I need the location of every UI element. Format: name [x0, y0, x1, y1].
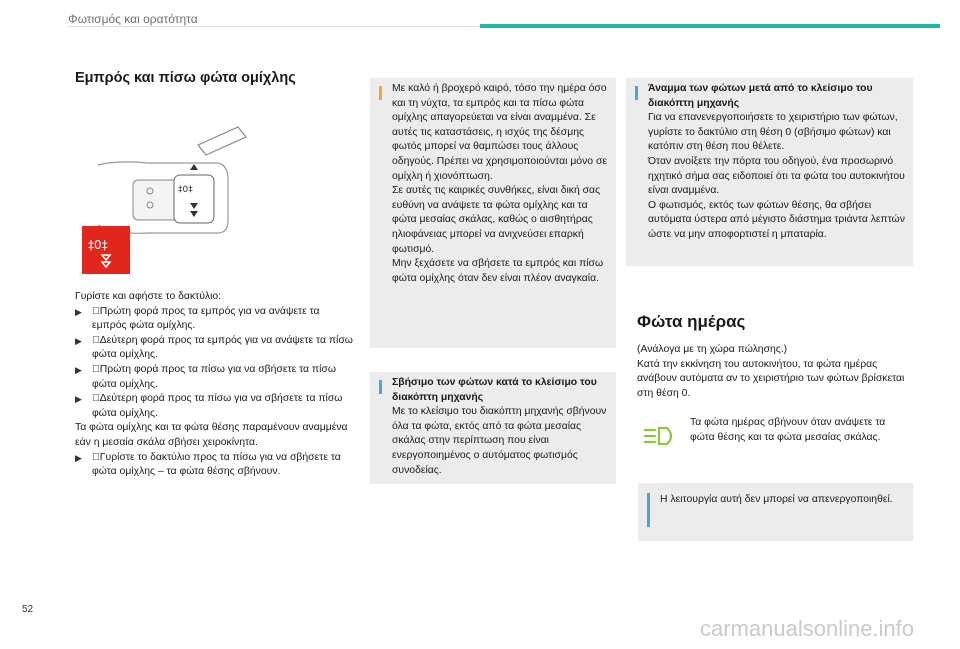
warning-text: Μην ξεχάσετε να σβήσετε τα εμπρός και πίσω φώτα ομίχλης όταν δεν είναι πλέον αναγκαία. — [392, 258, 604, 284]
fog-warning-box — [370, 78, 616, 348]
instruction-item: ▶ Δεύτερη φορά προς τα πίσω για να σβήσετε τα πίσω φώτα ομίχλης. — [75, 393, 343, 419]
info-stripe — [635, 86, 638, 100]
info-text: Ο φωτισμός, εκτός των φώτων θέσης, θα σβήσει αυτόματα ύστερα από μέγιστο διάστημα τριάντα λεπτών ώστε να μην αποφορτιστεί η μπαταρία. — [648, 199, 905, 240]
lights-on-info-box — [626, 78, 913, 266]
info-text: Για να επανενεργοποιήσετε το χειριστήριο των φώτων, γυρίστε το δακτύλιο στη θέση 0 (σβήσιμο φώτων) και κατόπιν στη θέση που θέλετε. — [648, 112, 898, 153]
instruction-item: ▶ Γυρίστε το δακτύλιο προς τα πίσω για να σβήσετε τα φώτα ομίχλης – τα φώτα θέσης σβήνουν. — [75, 451, 341, 478]
page-header-title: Φωτισμός και ορατότητα — [68, 12, 198, 26]
header-accent-bar — [480, 24, 940, 28]
instruction-item: ▶ Πρώτη φορά προς τα εμπρός για να ανάψετε τα εμπρός φώτα ομίχλης. — [75, 305, 320, 332]
lights-off-info-box — [370, 372, 616, 484]
instruction-item: ▶ Δεύτερη φορά προς τα εμπρός για να ανάψετε τα πίσω φώτα ομίχλης. — [75, 334, 353, 361]
info-text: Με το κλείσιμο του διακόπτη μηχανής σβήνουν όλα τα φώτα, εκτός από τα φώτα μεσαίας σκάλας στην περίπτωση που είναι ενεργοποιημένος ο αυτόματος φωτισμός συνοδείας. — [392, 406, 607, 476]
info-title: Σβήσιμο των φώτων κατά το κλείσιμο του διακόπτη μηχανής — [392, 377, 597, 403]
svg-text:‡0‡: ‡0‡ — [88, 238, 108, 252]
section-title: Εμπρός και πίσω φώτα ομίχλης — [75, 70, 296, 86]
warning-text: Σε αυτές τις καιρικές συνθήκες, είναι δική σας ευθύνη να ανάψετε τα φώτα ομίχλης και τα φώτα μεσαίας σκάλας, καθώς ο αισθητήρας ηλιοφάνειας μπορεί να ανιχνεύσει επαρκή φωτισμό. — [392, 185, 601, 255]
page-number: 52 — [22, 604, 34, 615]
header-divider — [68, 26, 480, 27]
instruction-item: ▶ Πρώτη φορά προς τα πίσω για να σβήσετε τα πίσω φώτα ομίχλης. — [75, 363, 336, 390]
svg-text:‡0‡: ‡0‡ — [178, 185, 193, 195]
daytime-lights-off-text: Τα φώτα ημέρας σβήνουν όταν ανάψετε τα φώτα θέσης και τα φώτα μεσαίας σκάλας. — [690, 417, 886, 443]
daytime-lights-title: Φώτα ημέρας — [637, 312, 746, 331]
daytime-lights-note: (Ανάλογα με τη χώρα πώλησης.) — [637, 344, 788, 355]
fog-lights-instructions — [75, 290, 355, 480]
info-text: Όταν ανοίξετε την πόρτα του οδηγού, ένα προσωρινό ηχητικό σήμα σας ειδοποιεί ότι τα φώτα του αυτοκινήτου είναι αναμμένα. — [648, 155, 905, 197]
info-stripe — [647, 493, 650, 527]
daytime-running-light-icon — [643, 424, 677, 448]
info-text: Η λειτουργία αυτή δεν μπορεί να απενεργοποιηθεί. — [660, 494, 893, 505]
warning-text: Με καλό ή βροχερό καιρό, τόσο την ημέρα όσο και τη νύχτα, τα εμπρός και τα πίσω φώτα ομίχλης απαγορεύεται να είναι αναμμένα. Σε αυτές τις καταστάσεις, η ισχύς της δέσμης φωτός μπορεί να θαμπώσει τους άλλους οδηγούς. Πρέπει να χρησιμοποιούνται μόνο σε ομίχλη ή χιονόπτωση. — [392, 83, 607, 182]
info-stripe — [379, 380, 382, 394]
daytime-lights-text: Κατά την εκκίνηση του αυτοκινήτου, τα φώτα ημέρας ανάβουν αυτόματα αν το χειριστήριο των φώτων βρίσκεται στη θέση 0. — [637, 358, 905, 399]
instruction-intro: Γυρίστε και αφήστε το δακτύλιο: — [75, 291, 222, 302]
cannot-deactivate-info-box — [638, 483, 913, 541]
daytime-lights-description — [637, 343, 907, 401]
watermark: carmanualsonline.info — [700, 616, 915, 641]
warning-stripe — [379, 86, 382, 100]
info-title: Άναμμα των φώτων μετά από το κλείσιμο του διακόπτη μηχανής — [648, 83, 873, 109]
instruction-note: Τα φώτα ομίχλης και τα φώτα θέσης παραμένουν αναμμένα εάν η μεσαία σκάλα σβήσει χειροκίνητα. — [75, 422, 348, 448]
fog-light-icon — [82, 226, 130, 274]
